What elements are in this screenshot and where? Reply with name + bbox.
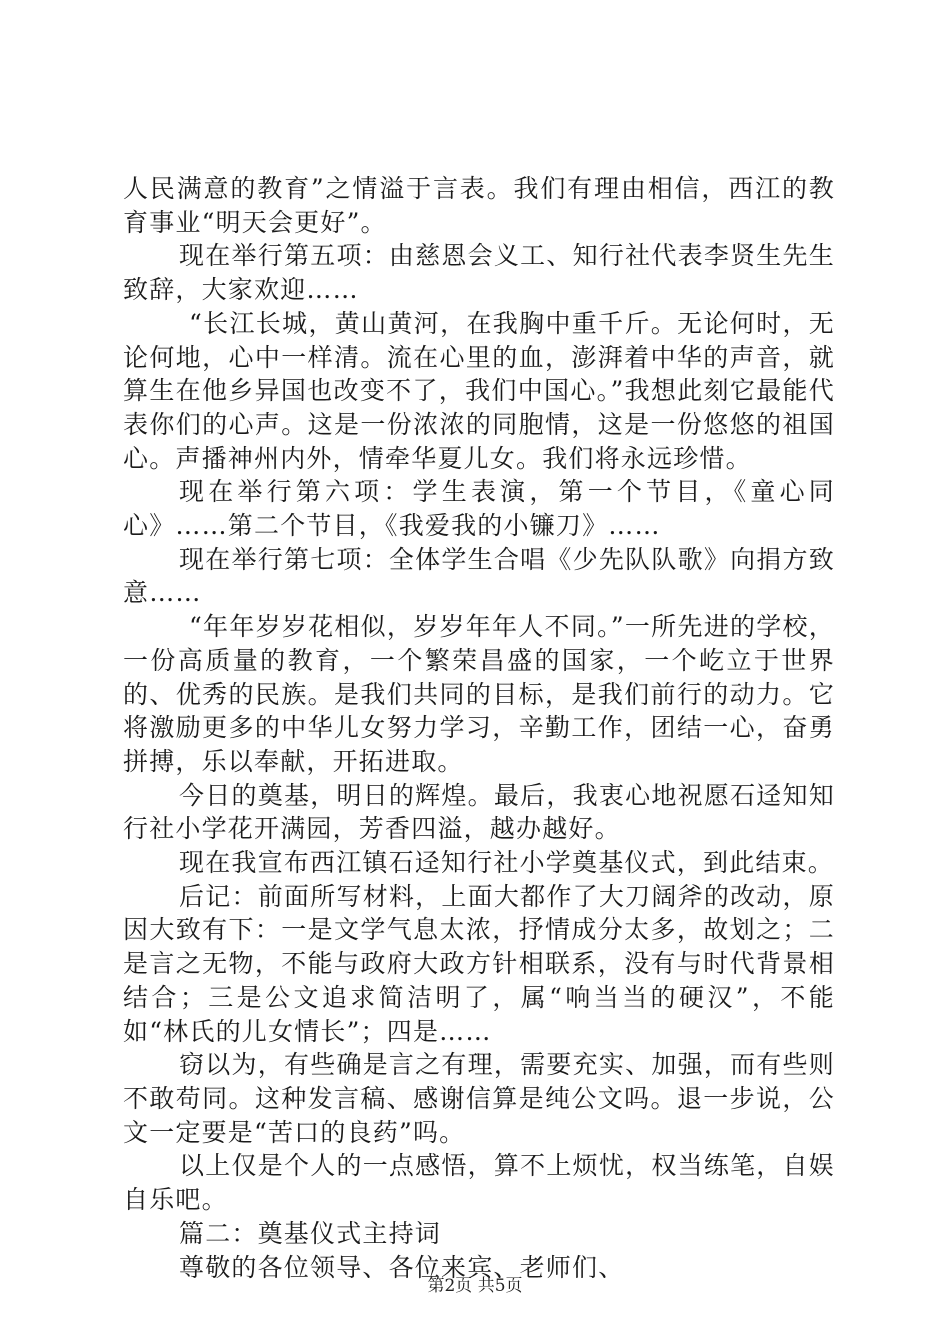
paragraph-closing-wish: 今日的奠基，明日的辉煌。最后，我衷心地祝愿石迳知知行社小学花开满园，芳香四溢，越办越好。 <box>123 780 835 844</box>
document-body <box>123 172 835 1284</box>
paragraph-ceremony-end: 现在我宣布西江镇石迳知行社小学奠基仪式，到此结束。 <box>179 848 835 878</box>
paragraph-item-six: 现在举行第六项：学生表演，第一个节目，《童心同心》……第二个节目，《我爱我的小镰刀》…… <box>123 477 835 541</box>
paragraph-china-heart-quote: “长江长城，黄山黄河，在我胸中重千斤。无论何时，无论何地，心中一样清。流在心里的血，澎湃着中华的声音，就算生在他乡异国也改变不了，我们中国心。”我想此刻它最能代表你们的心声。这是一份浓浓的同胞情，这是一份悠悠的祖国心。声播神州内外，情牵华夏儿女。我们将永远珍惜。 <box>123 308 835 473</box>
paragraph-flowers-quote: “年年岁岁花相似，岁岁年年人不同。”一所先进的学校，一份高质量的教育，一个繁荣昌盛的国家，一个屹立于世界的、优秀的民族。是我们共同的目标，是我们前行的动力。它将激励更多的中华儿女努力学习，辛勤工作，团结一心，奋勇拼搏，乐以奉献，开拓进取。 <box>123 612 835 776</box>
section-heading-part-two: 篇二：奠基仪式主持词 <box>179 1218 442 1248</box>
paragraph-greeting: 尊敬的各位领导、各位来宾、老师们、 <box>179 1252 625 1282</box>
paragraph-item-five: 现在举行第五项：由慈恩会义工、知行社代表李贤生先生致辞，大家欢迎…… <box>123 241 835 305</box>
paragraph-postscript: 后记：前面所写材料，上面大都作了大刀阔斧的改动，原因大致有下：一是文学气息太浓，抒情成分太多，故划之；二是言之无物，不能与政府大政方针相联系，没有与时代背景相结合；三是公文追求简洁明了，属“响当当的硬汉”，不能如“林氏的儿女情长”；四是…… <box>123 881 835 1046</box>
paragraph-opinion: 窃以为，有些确是言之有理，需要充实、加强，而有些则不敢苟同。这种发言稿、感谢信算是纯公文吗。退一步说，公文一定要是“苦口的良药”吗。 <box>123 1050 835 1147</box>
page-number-footer: 第2页 共5页 <box>427 1276 523 1296</box>
paragraph-continuation: 人民满意的教育”之情溢于言表。我们有理由相信，西江的教育事业“明天会更好”。 <box>123 174 835 237</box>
paragraph-reflection: 以上仅是个人的一点感悟，算不上烦忧，权当练笔，自娱自乐吧。 <box>123 1151 835 1215</box>
paragraph-item-seven: 现在举行第七项：全体学生合唱《少先队队歌》向捐方致意…… <box>123 544 835 608</box>
